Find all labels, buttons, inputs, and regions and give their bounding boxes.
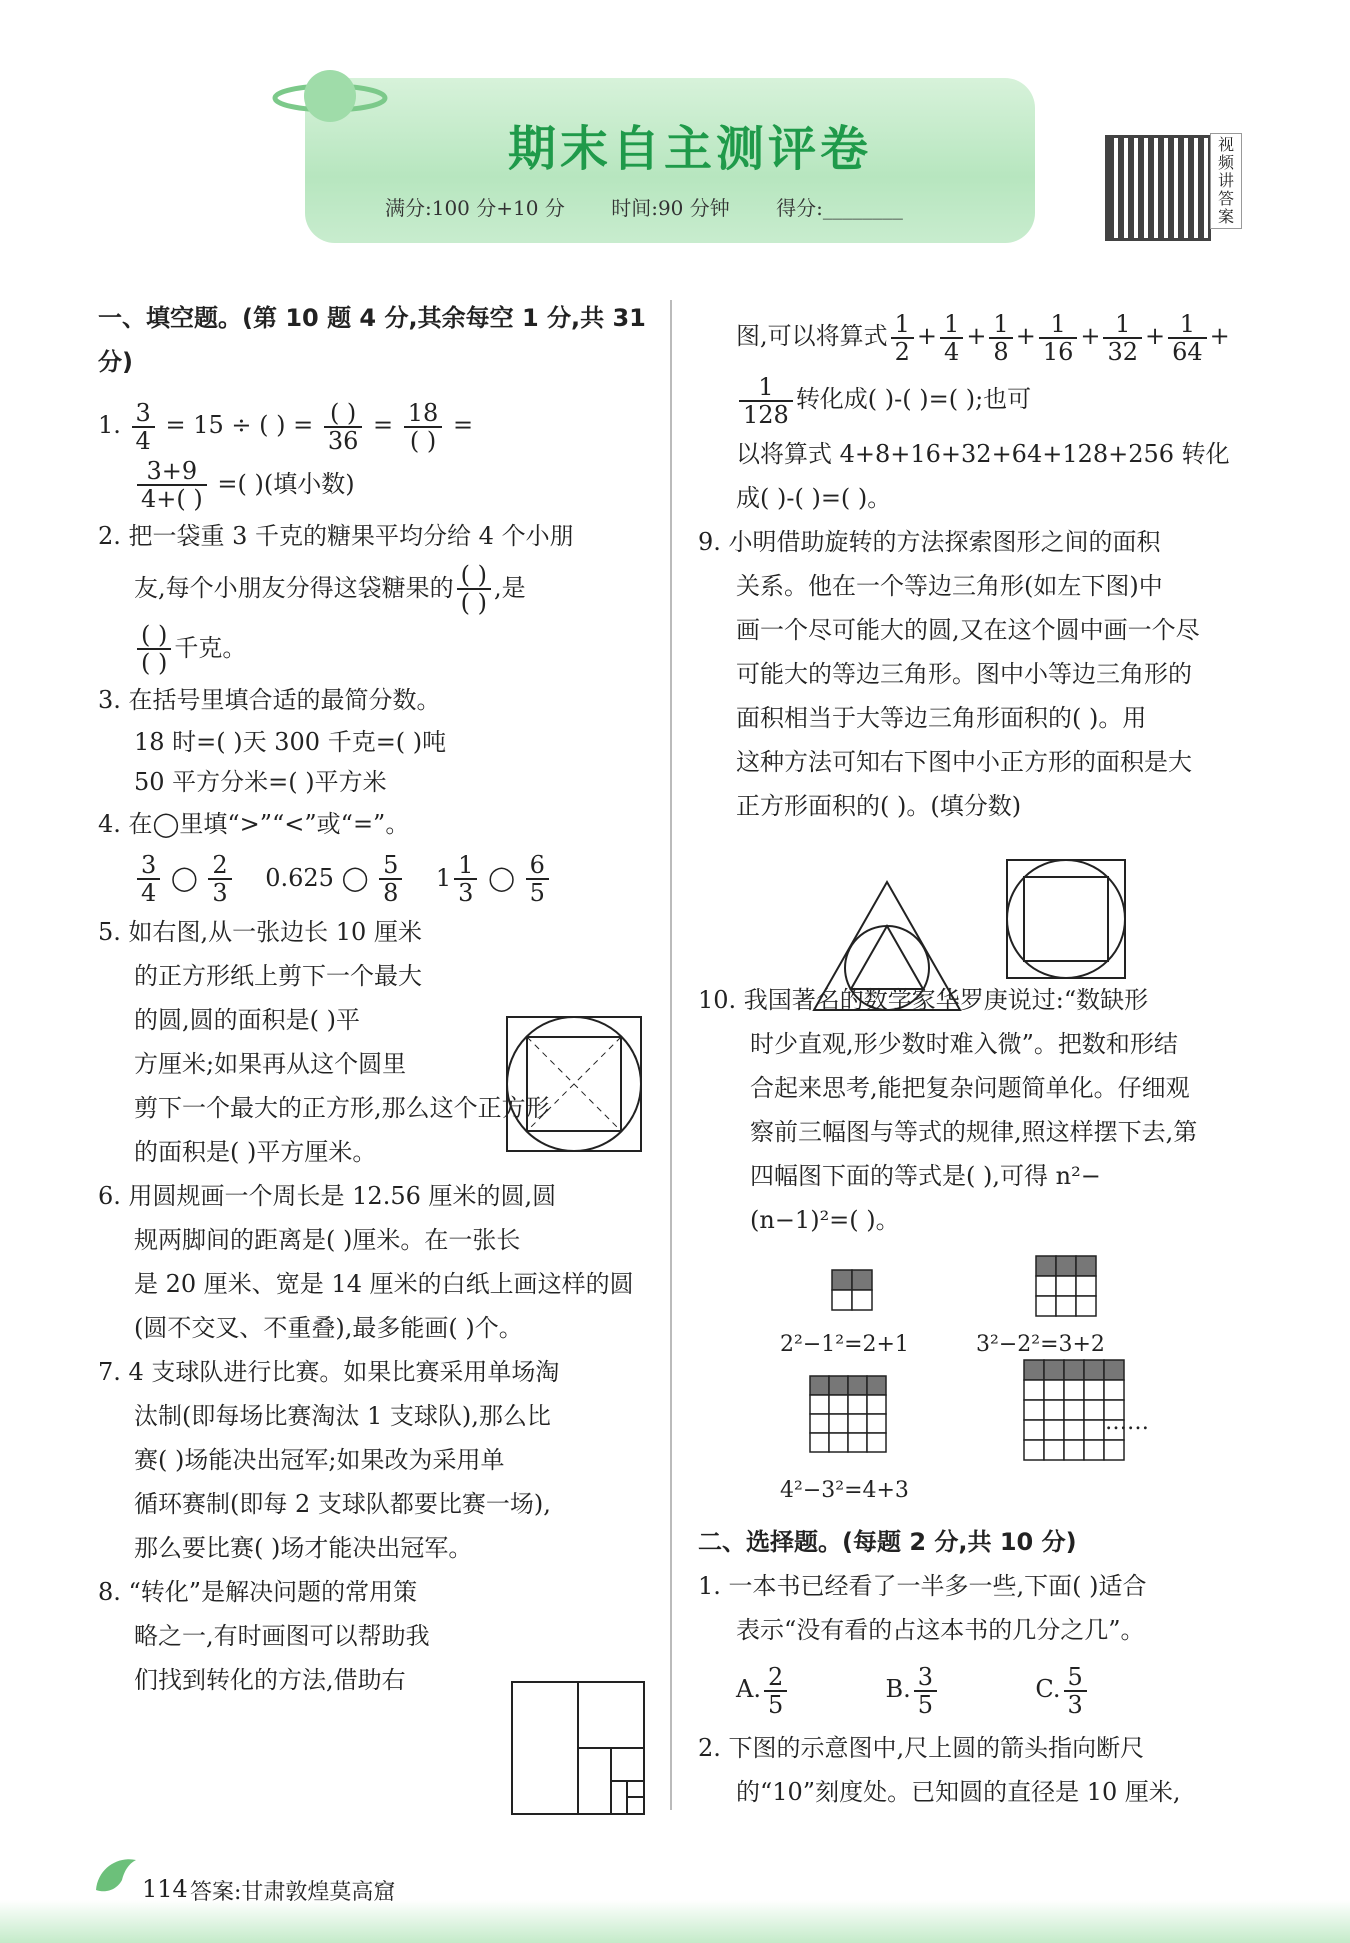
grid-cell: [832, 1270, 852, 1290]
compare-circle[interactable]: ◯: [170, 863, 198, 892]
grid-cell: [1044, 1360, 1064, 1380]
grid-cell: [1064, 1380, 1084, 1400]
grid-cell: [1024, 1360, 1044, 1380]
grid-cell: [810, 1414, 829, 1433]
question-3: 3. 在括号里填合适的最简分数。: [98, 685, 441, 714]
grid-cell: [867, 1376, 886, 1395]
grid-cell: [1036, 1276, 1056, 1296]
grid-cell: [1076, 1296, 1096, 1316]
grid-cell: [829, 1433, 848, 1452]
grid-cell: [1036, 1296, 1056, 1316]
grid-cell: [829, 1395, 848, 1414]
fraction: $\frac{1}{4}$: [940, 311, 963, 365]
square-circle-square-figure: [1005, 858, 1127, 980]
page-title: 期末自主测评卷: [507, 121, 872, 177]
grid-cell: [848, 1414, 867, 1433]
grid-cell: [829, 1376, 848, 1395]
compare-row: $\frac{3}{4}$ ◯ $\frac{2}{3}$ 0.625 ◯ $\frac{5}{8}$ 1 $\frac{1}{3}$ ◯ $\frac{6}{5}$: [134, 846, 653, 910]
full-score: 满分:100 分+10 分: [385, 196, 565, 220]
question-2: 2. 把一袋重 3 千克的糖果平均分给 4 个小朋: [98, 521, 574, 550]
question-9: 9. 小明借助旋转的方法探索图形之间的面积: [698, 528, 1161, 556]
grid-cell: [848, 1433, 867, 1452]
question-8: 8. “转化”是解决问题的常用策: [98, 1577, 418, 1606]
ellipsis: ……: [1105, 1410, 1149, 1435]
grid-cell: [1036, 1256, 1056, 1276]
grid-cell: [1024, 1420, 1044, 1440]
compare-circle[interactable]: ◯: [488, 863, 515, 892]
grid-cell: [867, 1414, 886, 1433]
grid-cell: [1024, 1400, 1044, 1420]
fraction: $\frac{1}{32}$: [1103, 311, 1142, 365]
grid-cell: [1076, 1276, 1096, 1296]
option-b[interactable]: B. $\frac{3}{5}$: [886, 1675, 941, 1703]
grid-cell: [867, 1433, 886, 1452]
grid-cell: [1084, 1360, 1104, 1380]
square-number-grids: [780, 1268, 1300, 1508]
grid-cell: [1104, 1380, 1124, 1400]
grid-cell: [1064, 1360, 1084, 1380]
grid-cell: [1104, 1360, 1124, 1380]
grid-cell: [1024, 1380, 1044, 1400]
grid-cell: [1056, 1276, 1076, 1296]
question-5: 5. 如右图,从一张边长 10 厘米: [98, 917, 422, 946]
grid-cell: [852, 1270, 872, 1290]
q8-continuation: 图,可以将算式 $\frac{1}{2}$ + $\frac{1}{4}$ + $\frac{1}{8}$ + $\frac{1}{16}$ + $\frac{1}{32}$ + $\frac{1}{64}$ +: [736, 309, 1230, 366]
grid-cell: [810, 1376, 829, 1395]
grid-cell: [810, 1433, 829, 1452]
option-c[interactable]: C. $\frac{5}{3}$: [1035, 1675, 1089, 1703]
grid-cell: [1024, 1440, 1044, 1460]
question-6: 6. 用圆规画一个周长是 12.56 厘米的圆,圆: [98, 1181, 557, 1210]
section-2: 二、选择题。(每题 2 分,共 10 分) 1. 一本书已经看了一半多一些,下面( )适合 表示“没有看的占这本书的几分之几”。 A. $\frac{2}{5}$ B. $\frac{3}{5}$ C. $\frac{5}{3}$ 2. 下图的示意图中,尺上圆的箭头指向断尺 的“10”刻度处。已知圆的直径是 10 厘米,: [698, 1520, 1258, 1814]
grid-cell: [810, 1395, 829, 1414]
fraction: $\frac{1}{64}$: [1168, 311, 1207, 365]
grid-cell: [848, 1395, 867, 1414]
grid-cell: [832, 1290, 852, 1310]
time-limit: 时间:90 分钟: [611, 196, 730, 220]
grid-cell: [1084, 1420, 1104, 1440]
option-a[interactable]: A. $\frac{2}{5}$: [736, 1675, 790, 1703]
grid-cell: [1084, 1440, 1104, 1460]
question-4: 4. 在◯里填“>”“<”或“=”。: [98, 809, 410, 838]
score-field: 得分:________: [776, 196, 903, 220]
dolphin-icon: [88, 1850, 148, 1900]
exam-info: [385, 192, 943, 221]
grid-cell: [1044, 1420, 1064, 1440]
square-circle-figure: [505, 1015, 645, 1155]
fraction: $\frac{1}{16}$: [1039, 311, 1078, 365]
grid-cell: [1084, 1380, 1104, 1400]
section-2-heading: 二、选择题。(每题 2 分,共 10 分): [698, 1528, 1077, 1556]
triangle-circle-figure: [812, 880, 962, 1020]
options-row: [736, 1652, 1258, 1726]
fraction-blank[interactable]: $\frac{( )}{( )}$: [137, 622, 171, 676]
grid-cell: [1056, 1256, 1076, 1276]
grid-cell: [1056, 1296, 1076, 1316]
question-1: 1. $\frac{3}{4}$ = 15 ÷ ( ) = $\frac{( )}{36}$ = $\frac{18}{( )}$ =: [98, 398, 474, 455]
grid-cell: [829, 1414, 848, 1433]
qr-label: 视频讲答案: [1210, 133, 1242, 229]
left-column: 一、填空题。(第 10 题 4 分,其余每空 1 分,共 31 分) 1. $\frac{3}{4}$ = 15 ÷ ( ) = $\frac{( )}{36}$ = $\frac{18}{( )}$ = $\frac{3+9}{4+( )}$ =( )(填小数) 2. 把一袋重 3 千克的糖果平均分给 4 个小朋 友,每个小朋友分得这袋糖果的 $\frac{( )}{( )}$ ,是 $\frac{( )}{( )}$ 千克。 3. 在括号里填合适的最简分数。 18 时=( )天 300 千克=( )吨 50 平方分米=( )平方米 4. 在◯里填“>”“<”或“=”。 $\frac{3}{4}$ ◯ $\frac{2}{3}$ 0.625 ◯ $\frac{5}{8}$ 1 $\frac{1}{3}$ ◯ $\frac{6}{5}$ 5. 如右图,从一张边长 10 厘米 的正方形纸上剪下一个最大 的圆,圆的面积是( )平 方厘米;如果再从这个圆里 剪下一个最大的正方形,那么这个正方形 的面积是( )平方厘米。 6. 用圆规画一个周长是 12.56 厘米的圆,圆 规两脚间的距离是( )厘米。在一张长 是 20 厘米、宽是 14 厘米的白纸上画这样的圆 (圆不交叉、不重叠),最多能画( )个。 7. 4 支球队进行比赛。如果比赛采用单场淘 汰制(即每场比赛淘汰 1 支球队),那么比 赛( )场能决出冠军;如果改为采用单 循环赛制(即每 2 支球队都要比赛一场), 那么要比赛( )场才能决出冠军。 8. “转化”是解决问题的常用策 略之一,有时画图可以帮助我 们找到转化的方法,借助右: [98, 296, 653, 1702]
fraction: $\frac{1}{2}$: [891, 311, 914, 365]
fraction: $\frac{3+9}{4+( )}$: [137, 458, 207, 512]
grid-cell: [1084, 1400, 1104, 1420]
grid-cell: [848, 1376, 867, 1395]
grid-cell: [1104, 1440, 1124, 1460]
grid-cell: [1064, 1420, 1084, 1440]
question-7: 7. 4 支球队进行比赛。如果比赛采用单场淘: [98, 1357, 560, 1386]
grid-cell: [852, 1290, 872, 1310]
column-divider: [670, 300, 672, 1810]
footer-band: [0, 1900, 1350, 1943]
planet-icon: [270, 58, 390, 138]
grid-cell: [1044, 1440, 1064, 1460]
grid-cell: [1064, 1400, 1084, 1420]
halving-squares-figure: [510, 1680, 646, 1816]
fraction-sum: $\frac{1}{2}$ + $\frac{1}{4}$ + $\frac{1}{8}$ + $\frac{1}{16}$ + $\frac{1}{32}$ + $\frac{1}{64}$ +: [888, 322, 1230, 350]
equation-1: 2²−1²=2+1: [780, 1332, 909, 1357]
grid-cell: [1064, 1440, 1084, 1460]
question-10: 10. 我国著名的数学家华罗庚说过:“数缺形: [698, 986, 1149, 1014]
fraction: $\frac{1}{8}$: [989, 311, 1012, 365]
choice-question-2: 2. 下图的示意图中,尺上圆的箭头指向断尺: [698, 1734, 1145, 1762]
choice-question-1: 1. 一本书已经看了一半多一些,下面( )适合: [698, 1572, 1147, 1600]
fraction: $\frac{( )}{36}$: [324, 400, 363, 454]
equation-3: 4²−3²=4+3: [780, 1478, 909, 1503]
fraction: $\frac{3}{4}$: [132, 400, 155, 454]
grid-cell: [1044, 1380, 1064, 1400]
grid-cell: [1044, 1400, 1064, 1420]
grid-cell: [867, 1395, 886, 1414]
grid-cell: [1076, 1256, 1096, 1276]
equation-2: 3²−2²=3+2: [976, 1332, 1105, 1357]
right-column: 图,可以将算式 $\frac{1}{2}$ + $\frac{1}{4}$ + $\frac{1}{8}$ + $\frac{1}{16}$ + $\frac{1}{32}$ + $\frac{1}{64}$ + $\frac{1}{128}$ 转化成( )-( )=( );也可 以将算式 4+8+16+32+64+128+256 转化 成( )-( )=( )。 9. 小明借助旋转的方法探索图形之间的面积 关系。他在一个等边三角形(如左下图)中 画一个尽可能大的圆,又在这个圆中画一个尽 可能大的等边三角形。图中小等边三角形的 面积相当于大等边三角形面积的( )。用 这种方法可知右下图中小正方形的面积是大 正方形面积的( )。(填分数) 10. 我国著名的数学家华罗庚说过:“数缺形 时少直观,形少数时难入微”。把数和形结 合起来思考,能把复杂问题简单化。仔细观 察前三幅图与等式的规律,照这样摆下去,第 四幅图下面的等式是( ),可得 n²− (n−1)²=( )。: [698, 306, 1258, 1242]
fraction-blank[interactable]: $\frac{( )}{( )}$: [457, 562, 491, 616]
qr-code-icon[interactable]: [1105, 135, 1211, 241]
page-number: 114: [142, 1875, 188, 1903]
section-1-heading: 一、填空题。(第 10 题 4 分,其余每空 1 分,共 31 分): [98, 304, 646, 376]
footer-answer: 答案:甘肃敦煌莫高窟: [190, 1880, 396, 1905]
compare-circle[interactable]: ◯: [341, 863, 369, 892]
fraction: $\frac{18}{( )}$: [404, 400, 443, 454]
